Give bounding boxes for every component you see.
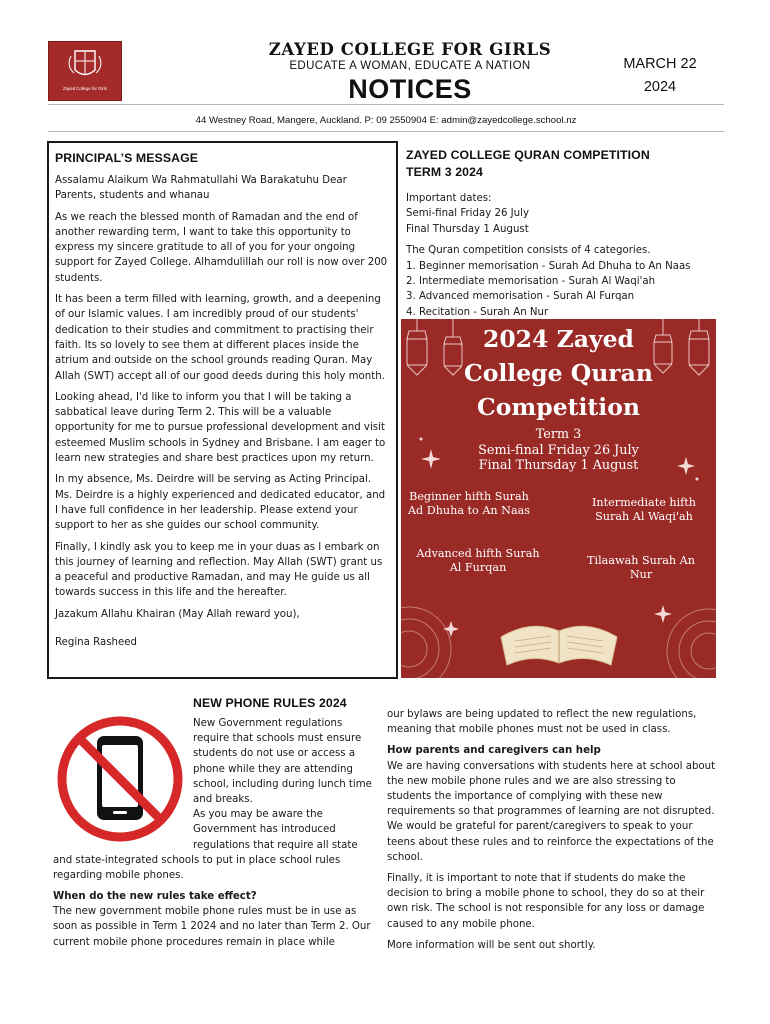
text-line: school, including during lunch time xyxy=(193,778,372,790)
when-heading: When do the new rules take effect? xyxy=(53,891,257,903)
principal-signature: Regina Rasheed xyxy=(55,637,137,649)
issue-date: MARCH 22 xyxy=(623,56,697,72)
category-item: 1. Beginner memorisation - Surah Ad Dhuha to An Naas xyxy=(406,260,691,272)
poster-term: Term 3 xyxy=(535,427,582,442)
principal-message-box xyxy=(47,141,398,679)
principal-paragraph: Finally, I kindly ask you to keep me in your duas as I embark on this journey of learning and reflection. May Allah (SWT) grant us a peaceful and productive Ramadan, and may He guide us all towards success in this life and the hereafter. xyxy=(55,541,383,599)
own-risk-text: Finally, it is important to note that if students do make the decision to bring a mobile phone to school, they do so at their own risk. The school is not responsible for any loss or damage caused to any mobile phone. xyxy=(387,873,705,930)
how-parents-text: We are having conversations with students here at school about the new mobile phone rules and we are also stressing to students the importance of complying with these new requirements so that programmes of learning are not disrupted. We would be grateful for parent/caregivers to speak to your teens about these rules and to reinforce the expectations of the school. xyxy=(387,760,716,863)
principal-greeting: Assalamu Alaikum Wa Rahmatullahi Wa Barakatuhu Dear Parents, students and whanau xyxy=(55,175,347,202)
header-divider xyxy=(48,104,724,105)
logo-caption: Zayed College for Girls xyxy=(63,86,107,91)
important-dates xyxy=(406,191,724,237)
crest-icon xyxy=(49,42,121,100)
text-line: students do not use or access a xyxy=(193,748,356,760)
principal-paragraph: It has been a term filled with learning, growth, and a deepening of our Islamic values. I am incredibly proud of our students' dedication to their studies and commitment to practising their faith. Its so lovely to see them at different places inside the atrium and outside on the school grounds reading Quran. May Allah (SWT) accept all of our good deeds during this holy month. xyxy=(55,294,385,382)
category-item: 4. Recitation - Surah An Nur xyxy=(406,306,549,318)
category-item: 2. Intermediate memorisation - Surah Al Waqi'ah xyxy=(406,276,656,288)
final-date: Final Thursday 1 August xyxy=(406,223,529,235)
categories-intro: The Quran competition consists of 4 categories. xyxy=(406,245,651,257)
address-divider xyxy=(48,131,724,132)
school-address: 44 Westney Road, Mangere, Auckland. P: 09 2550904 E: admin@zayedcollege.school.nz xyxy=(195,115,577,126)
school-motto: EDUCATE A WOMAN, EDUCATE A NATION xyxy=(289,60,531,72)
phone-rules-left-column xyxy=(53,716,383,950)
dates-label: Important dates: xyxy=(406,193,492,204)
page-title: NOTICES xyxy=(348,74,472,104)
when-text: The new government mobile phone rules must be in use as soon as possible in Term 1 2024 and no later than Term 2. Our current mobile phone procedures remain in place while xyxy=(53,906,371,948)
text-line: and breaks. xyxy=(193,794,253,806)
how-parents-heading: How parents and caregivers can help xyxy=(387,745,601,757)
text-line: phone while they are attending xyxy=(193,763,353,775)
category-item: 3. Advanced memorisation - Surah Al Furqan xyxy=(406,291,635,303)
more-info-text: More information will be sent out shortly. xyxy=(387,939,596,951)
poster-category-recitation: Tilaawah Surah An Nur xyxy=(587,554,695,582)
poster-category-beginner: Beginner hifth Surah Ad Dhuha to An Naas xyxy=(407,490,531,518)
poster-category-advanced: Advanced hifth Surah Al Furqan xyxy=(416,547,540,575)
bylaws-text: our bylaws are being updated to reflect the new regulations, meaning that mobile phones must not be used in class. xyxy=(387,709,697,736)
poster-title: 2024 Zayed College Quran Competition xyxy=(464,325,653,421)
semi-final-date: Semi-final Friday 26 July xyxy=(406,208,529,220)
poster-category-intermediate: Intermediate hifth Surah Al Waqi'ah xyxy=(591,496,697,524)
text-line: New Government regulations xyxy=(193,718,343,729)
poster-semi-final: Semi-final Friday 26 July xyxy=(478,442,639,458)
text-line: As you may be aware the xyxy=(193,809,323,821)
phone-rules-right-column xyxy=(387,707,722,959)
principal-message-title: PRINCIPAL’S MESSAGE xyxy=(55,151,199,165)
issue-year: 2024 xyxy=(643,79,677,95)
text-line: require that schools must ensure xyxy=(193,733,362,745)
phone-rules-title: NEW PHONE RULES 2024 xyxy=(193,696,347,710)
school-logo xyxy=(48,41,122,101)
principal-paragraph: Looking ahead, I'd like to inform you that I will be taking a sabbatical leave during Term 2. This will be a valuable opportunity for me to pursue professional development and visit esteemed Muslim schools in Sydney and Brisbane. I am eager to learn new strategies and share best practices upon my return. xyxy=(55,391,386,465)
poster-dates xyxy=(441,427,676,474)
lantern-icon xyxy=(407,319,427,375)
poster-final: Final Thursday 1 August xyxy=(478,458,639,473)
principal-closing: Jazakum Allahu Khairan (May Allah reward you), xyxy=(55,608,300,620)
phone-rules-intro-continued: and state-integrated schools to put in place school rules regarding mobile phones. xyxy=(53,854,341,882)
principal-paragraph: In my absence, Ms. Deirdre will be serving as Acting Principal. Ms. Deirdre is a highly experienced and dedicated educator, and I have full confidence in her leadership. Please extend your support to her as she guides our school community. xyxy=(55,474,386,532)
quran-competition-poster xyxy=(401,319,716,678)
open-book-icon xyxy=(501,626,617,665)
quran-competition-title: ZAYED COLLEGE QURAN COMPETITION TERM 3 2024 xyxy=(406,148,650,179)
school-name: ZAYED COLLEGE FOR GIRLS xyxy=(268,40,552,59)
text-line: regulations that require all state xyxy=(193,839,358,851)
category-list xyxy=(406,243,724,320)
quran-competition-section xyxy=(406,147,724,326)
phone-rules-intro xyxy=(53,716,383,853)
principal-paragraph: As we reach the blessed month of Ramadan and the end of another rewarding term, I want to take this opportunity to express my sincere gratitude to all of you for your ongoing support for Zayed College. Alhamdulillah our roll is now over 200 students. xyxy=(55,211,388,284)
lantern-icon xyxy=(689,319,709,375)
text-line: Government has introduced xyxy=(193,824,336,836)
